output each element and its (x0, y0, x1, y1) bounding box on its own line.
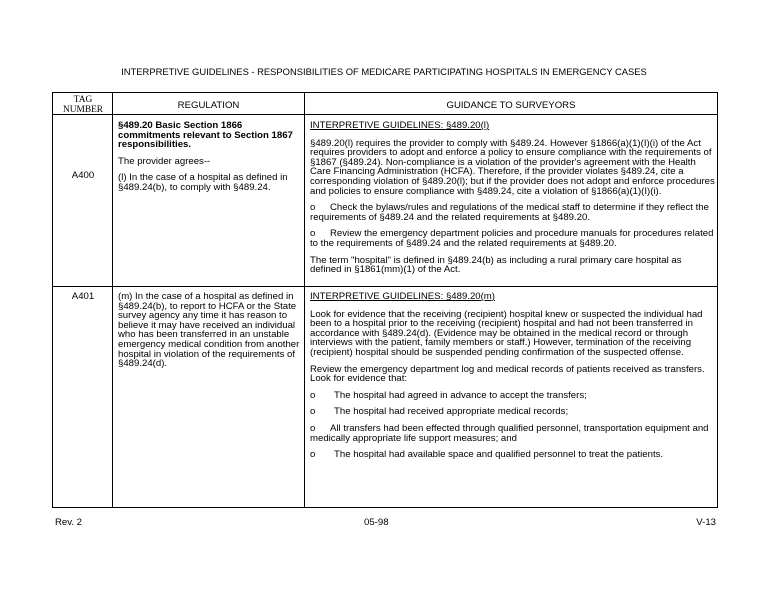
regulation-paragraph: (m) In the case of a hospital as defined in §489.24(b), to report to HCFA or the State survey agency any time it has reason to believe it may have received an individual who has been transferred in an unstable emergency medical condition from another hospital in violation of the requirements of §489.24(d). (118, 291, 300, 370)
row-divider (53, 286, 717, 287)
regulation-paragraph: (l) In the case of a hospital as defined in §489.24(b), to comply with §489.24. (118, 172, 288, 193)
guidance-bullet: o The hospital had available space and qualified personnel to treat the patients. (310, 449, 664, 461)
guidance-heading: INTERPRETIVE GUIDELINES: §489.20(l) (310, 120, 490, 131)
guidance-paragraph: Review the emergency department log and medical records of patients received as transfers. Look for evidence that: (310, 363, 705, 385)
header-regulation: REGULATION (177, 100, 240, 111)
column-divider (304, 93, 305, 507)
footer-page-number: V-13 (696, 517, 716, 528)
guidance-paragraph: Look for evidence that the receiving (recipient) hospital knew or suspected the individual had been to a hospital prior to the receiving (recipient) hospital and had not been transferred in accordance with §489.24(d). (Evidence may be obtained in the medical record or through interviews with the patient, family members or staff.) However, termination of the receiving (recipient) hospital should be suspended pending confirmation of the suspected offense. (310, 308, 703, 358)
regulation-text (118, 121, 304, 200)
guidance-text (310, 292, 715, 467)
tag-number: A401 (71, 291, 95, 302)
footer-revision: Rev. 2 (55, 517, 83, 528)
page-title: INTERPRETIVE GUIDELINES - RESPONSIBILITIES OF MEDICARE PARTICIPATING HOSPITALS IN EMERGENCY CASES (121, 66, 647, 77)
tag-number: A400 (71, 170, 95, 181)
footer-date: 05-98 (364, 517, 389, 528)
guidance-bullet: o Check the bylaws/rules and regulations of the medical staff to determine if they reflect the requirements of §489.24 and the related requirements at §489.20. (310, 202, 709, 223)
guidance-bullet: o All transfers had been effected through qualified personnel, transportation equipment and medically appropriate life support measures; and (310, 422, 709, 444)
regulation-text (118, 292, 304, 376)
guidance-paragraph: The term "hospital" is defined in §489.24(b) as including a rural primary care hospital as defined in §1861(mm)(1) of the Act. (310, 254, 682, 276)
header-tag-line2: NUMBER (62, 104, 104, 115)
guidance-bullet: o Review the emergency department policies and procedure manuals for procedures related to the requirements of §489.24 and the related requirements at §489.20. (310, 228, 714, 249)
regulation-heading: §489.20 Basic Section 1866 commitments relevant to Section 1867 responsibilities. (118, 120, 293, 151)
guidance-bullet: o The hospital had agreed in advance to accept the transfers; (310, 389, 587, 401)
guidance-bullet: o The hospital had received appropriate medical records; (310, 406, 569, 418)
row-divider (53, 114, 717, 115)
header-tag-number (53, 96, 113, 115)
header-tag-line1: TAG (73, 95, 93, 105)
header-guidance: GUIDANCE TO SURVEYORS (446, 100, 576, 111)
guidance-text (310, 121, 715, 282)
guidance-paragraph: §489.20(l) requires the provider to comply with §489.24. However §1866(a)(1)(I)(i) of the Act requires providers to adopt and enforce a policy to ensure compliance with the requirements of §1867 (§489.24). Non-compliance is a violation of the provider's agreement with the Health Care Financing Administration (HCFA). Therefore, if the provider violates §489.24, cite a corresponding violation of §489.20(l); but if the provider does not adopt and enforce procedures and policies to ensure compliance with §489.24, cite a violation of §1866(a)(1)(I)(i). (310, 137, 715, 197)
regulation-paragraph: The provider agrees-- (118, 155, 211, 167)
guidelines-table (52, 92, 718, 508)
guidance-heading: INTERPRETIVE GUIDELINES: §489.20(m) (310, 291, 495, 302)
